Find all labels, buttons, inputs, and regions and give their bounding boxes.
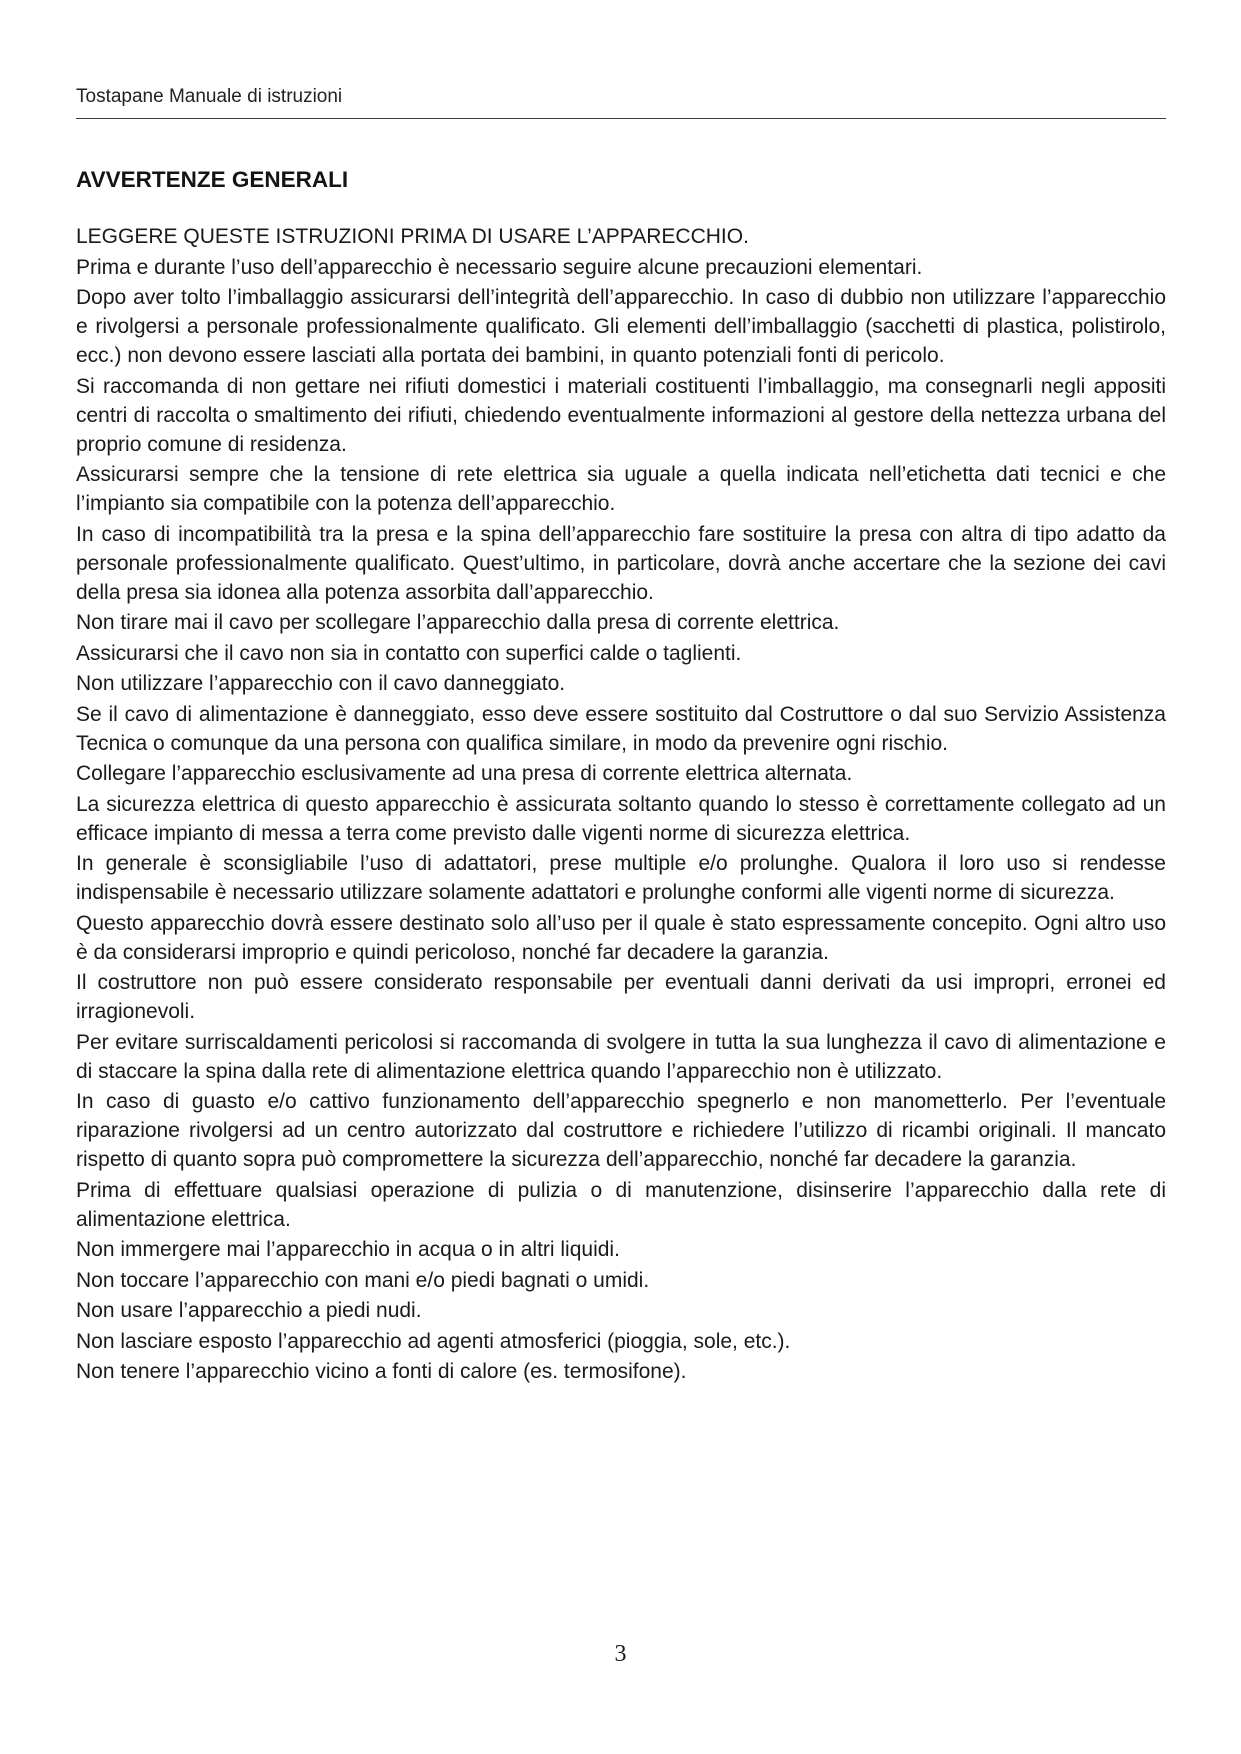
paragraph: Prima e durante l’uso dell’apparecchio è necessario seguire alcune precauzioni elementari.: [76, 255, 923, 279]
paragraph: In caso di guasto e/o cattivo funzionamento dell’apparecchio spegnerlo e non manometterlo. Per l’eventuale riparazione rivolgersi ad un centro autorizzato dal costruttore e richiedere l’utilizzo di ricambi originali. Il mancato rispetto di quanto sopra può compromettere la sicurezza dell’apparecchio, nonché far decadere la garanzia.: [76, 1090, 1166, 1171]
paragraph: In caso di incompatibilità tra la presa e la spina dell’apparecchio fare sostituire la presa con altra di tipo adatto da personale professionalmente qualificato. Quest’ultimo, in particolare, dovrà anche accertare che la sezione dei cavi della presa sia idonea alla potenza assorbita dall’apparecchio.: [76, 522, 1166, 604]
paragraph: Il costruttore non può essere considerato responsabile per eventuali danni derivati da usi impropri, erronei ed irragionevoli.: [76, 971, 1166, 1023]
paragraph: Dopo aver tolto l’imballaggio assicurarsi dell’integrità dell’apparecchio. In caso di dubbio non utilizzare l’apparecchio e rivolgersi a personale professionalmente qualificato. Gli elementi dell’imballaggio (sacchetti di plastica, polistirolo, ecc.) non devono essere lasciati alla portata dei bambini, in quanto potenziali fonti di pericolo.: [76, 286, 1166, 367]
paragraph: Non toccare l’apparecchio con mani e/o piedi bagnati o umidi.: [76, 1268, 650, 1292]
document-body: [76, 166, 1166, 1388]
paragraph: Non tirare mai il cavo per scollegare l’apparecchio dalla presa di corrente elettrica.: [76, 611, 840, 634]
paragraph: Se il cavo di alimentazione è danneggiato, esso deve essere sostituito dal Costruttore o dal suo Servizio Assistenza Tecnica o comunque da una persona con qualifica similare, in modo da prevenire ogni rischio.: [76, 702, 1166, 755]
paragraph: Non tenere l’apparecchio vicino a fonti di calore (es. termosifone).: [76, 1360, 687, 1383]
page-number: 3: [614, 1641, 627, 1667]
paragraph: Per evitare surriscaldamenti pericolosi si raccomanda di svolgere in tutta la sua lunghezza il cavo di alimentazione e di staccare la spina dalla rete di alimentazione elettrica quando l’apparecchio non è utilizzato.: [76, 1030, 1166, 1083]
paragraph: In generale è sconsigliabile l’uso di adattatori, prese multiple e/o prolunghe. Qualora il loro uso si rendesse indispensabile è necessario utilizzare solamente adattatori e prolunghe conformi alle vigenti norme di sicurezza.: [76, 852, 1166, 904]
header-title: Tostapane Manuale di istruzioni: [76, 86, 343, 107]
section-heading: AVVERTENZE GENERALI: [76, 167, 349, 192]
paragraph: Si raccomanda di non gettare nei rifiuti domestici i materiali costituenti l’imballaggio, ma consegnarli negli appositi centri di raccolta o smaltimento dei rifiuti, chiedendo eventualmente informazioni al gestore della nettezza urbana del proprio comune di residenza.: [76, 374, 1166, 456]
paragraph: Non lasciare esposto l’apparecchio ad agenti atmosferici (pioggia, sole, etc.).: [76, 1329, 791, 1353]
paragraph: Questo apparecchio dovrà essere destinato solo all’uso per il quale è stato espressamente concepito. Ogni altro uso è da considerarsi improprio e quindi pericoloso, nonché far decadere la garanzia.: [76, 911, 1166, 964]
paragraph: Assicurarsi che il cavo non sia in contatto con superfici calde o taglienti.: [76, 641, 742, 665]
paragraph: Collegare l’apparecchio esclusivamente ad una presa di corrente elettrica alternata.: [76, 762, 853, 785]
paragraph: Non immergere mai l’apparecchio in acqua o in altri liquidi.: [76, 1238, 620, 1261]
paragraph: Non utilizzare l’apparecchio con il cavo danneggiato.: [76, 672, 566, 695]
paragraph: Non usare l’apparecchio a piedi nudi.: [76, 1299, 422, 1322]
paragraph: La sicurezza elettrica di questo apparecchio è assicurata soltanto quando lo stesso è correttamente collegato ad un efficace impianto di messa a terra come previsto dalle vigenti norme di sicurezza elettrica.: [76, 792, 1166, 845]
paragraph: Assicurarsi sempre che la tensione di rete elettrica sia uguale a quella indicata nell’etichetta dati tecnici e che l’impianto sia compatibile con la potenza dell’apparecchio.: [76, 463, 1166, 515]
paragraph: LEGGERE QUESTE ISTRUZIONI PRIMA DI USARE L’APPARECCHIO.: [76, 225, 749, 248]
page-header: [76, 86, 1166, 119]
paragraph: Prima di effettuare qualsiasi operazione di pulizia o di manutenzione, disinserire l’apparecchio dalla rete di alimentazione elettrica.: [76, 1178, 1166, 1231]
